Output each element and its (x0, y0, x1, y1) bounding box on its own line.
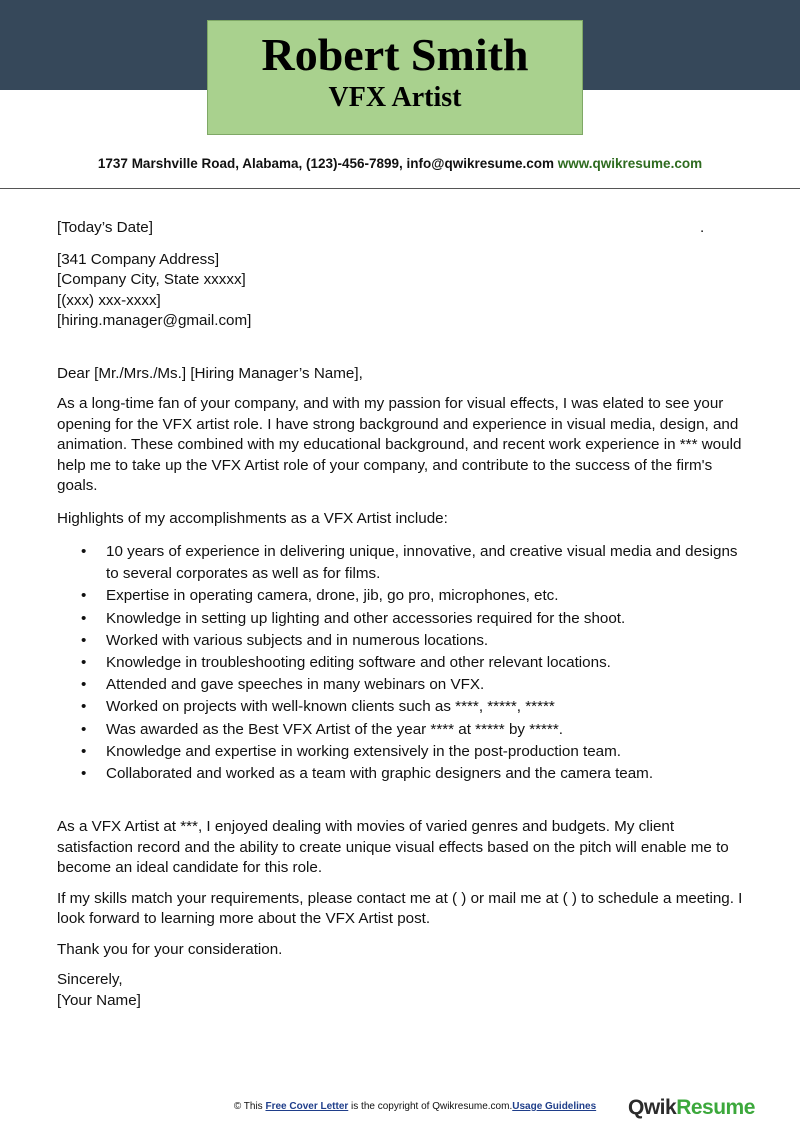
experience-paragraph: As a VFX Artist at ***, I enjoyed dealing with movies of varied genres and budgets. My client satisfaction record and the ability to create unique visual effects based on the pitch will enable me to become an ideal candidate for this role. (57, 818, 729, 877)
date-mark: . (700, 219, 705, 236)
bullet-icon: • (81, 676, 87, 694)
address-line: [341 Company Address] (57, 250, 220, 268)
intro-paragraph: As a long-time fan of your company, and with my passion for visual effects, I was elated to see your opening for the VFX artist role. I have strong background and experience in visual media, design, and animation. These combined with my educational background, and recent work experience in *** would help me to take up the VFX Artist role of your company, and contribute to the success of the firm's goals. (57, 395, 742, 494)
bullet-icon: • (81, 698, 87, 716)
highlights-intro: Highlights of my accomplishments as a VFX Artist include: (57, 509, 448, 527)
highlights-list (57, 541, 747, 785)
signature: [Your Name] (57, 991, 141, 1009)
list-item (57, 630, 747, 652)
divider (0, 188, 800, 189)
address-block (57, 250, 747, 332)
address-line: [hiring.manager@gmail.com] (57, 312, 252, 329)
address-line: [Company City, State xxxxx] (57, 271, 246, 288)
list-item (57, 608, 747, 630)
contact-paragraph: If my skills match your requirements, please contact me at ( ) or mail me at ( ) to schedule a meeting. I look forward to learning more about the VFX Artist post. (57, 889, 743, 928)
list-item-text: Knowledge in troubleshooting editing software and other relevant locations. (106, 654, 611, 672)
list-item (57, 763, 747, 785)
list-item (57, 585, 747, 607)
bullet-icon: • (81, 654, 87, 672)
list-item-text: Collaborated and worked as a team with graphic designers and the camera team. (106, 765, 654, 783)
bullet-icon: • (81, 609, 87, 627)
job-title: VFX Artist (328, 82, 462, 113)
list-item (57, 674, 747, 696)
date-line (57, 218, 747, 239)
list-item-text: Worked on projects with well-known clients such as ****, *****, ***** (106, 698, 555, 716)
bullet-icon: • (81, 720, 87, 738)
list-item-text: Knowledge and expertise in working extensively in the post-production team. (106, 742, 621, 760)
footer-copyright: is the copyright of Qwikresume.com. (348, 1101, 513, 1112)
list-item-text: Worked with various subjects and in numerous locations. (106, 631, 489, 649)
salutation: Dear [Mr./Mrs./Ms.] [Hiring Manager’s Name], (57, 364, 363, 382)
list-item-text: Expertise in operating camera, drone, jib, go pro, microphones, etc. (106, 587, 559, 605)
contact-line (0, 156, 800, 171)
candidate-name: Robert Smith (261, 29, 529, 80)
list-item-text: Was awarded as the Best VFX Artist of the year **** at ***** by *****. (106, 720, 563, 738)
bullet-icon: • (81, 742, 87, 760)
list-item-text: Knowledge in setting up lighting and other accessories required for the shoot. (106, 609, 626, 627)
website-link[interactable]: www.qwikresume.com (557, 156, 703, 171)
qwikresume-logo (628, 1096, 755, 1120)
list-item-text: Attended and gave speeches in many webinars on VFX. (106, 676, 485, 694)
contact-details: 1737 Marshville Road, Alabama, (123)-456-7899, info@qwikresume.com (97, 156, 555, 171)
bullet-icon: • (81, 587, 87, 605)
closing-block (57, 970, 747, 1011)
list-item (57, 652, 747, 674)
address-line: [(xxx) xxx-xxxx] (57, 291, 161, 309)
list-item (57, 541, 747, 585)
list-item (57, 741, 747, 763)
free-cover-letter-link[interactable]: Free Cover Letter (265, 1101, 349, 1112)
logo-part-resume: Resume (676, 1096, 755, 1119)
bullet-icon: • (81, 631, 87, 649)
list-item (57, 696, 747, 718)
name-box (207, 20, 583, 135)
list-item-text: 10 years of experience in delivering unique, innovative, and creative visual media and designs to several corporates as well as for films. (106, 543, 738, 583)
logo-part-qwik: Qwik (628, 1096, 677, 1119)
list-item (57, 719, 747, 741)
usage-guidelines-link[interactable]: Usage Guidelines (512, 1101, 597, 1112)
letter-body (57, 218, 747, 1011)
footer-prefix: © This (233, 1101, 266, 1112)
closing: Sincerely, (57, 971, 123, 989)
date: [Today’s Date] (57, 219, 153, 236)
bullet-icon: • (81, 543, 87, 560)
bullet-icon: • (81, 765, 87, 783)
thanks-line: Thank you for your consideration. (57, 940, 283, 958)
